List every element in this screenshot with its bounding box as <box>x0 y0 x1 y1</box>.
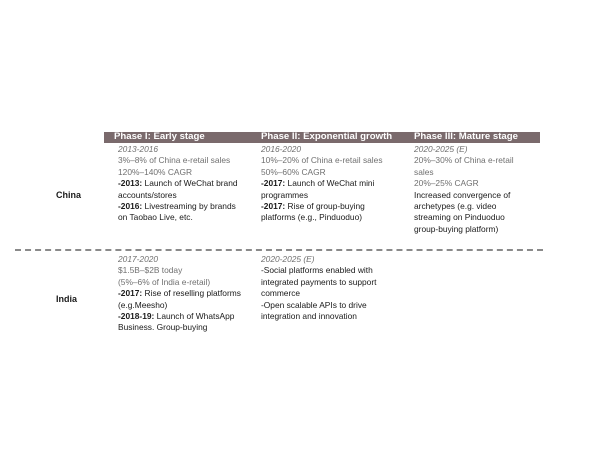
text-line: commerce <box>261 288 301 299</box>
event-2 <box>261 201 383 212</box>
phase-3-header: Phase III: Mature stage <box>414 131 518 142</box>
event-1-cont: (e.g.Meesho) <box>118 299 168 310</box>
event-text: Launch of WeChat brand <box>142 178 238 189</box>
event-year: -2017: <box>118 288 143 299</box>
event-2 <box>118 201 238 212</box>
event-1-cont: accounts/stores <box>118 189 177 200</box>
period: 2016-2020 <box>261 144 302 154</box>
row-label-china: China <box>56 190 82 200</box>
value: $1.5B–$2B today <box>118 265 183 276</box>
period: 2017-2020 <box>118 254 159 264</box>
india-phase-2-cell <box>261 254 376 322</box>
event-1 <box>118 178 238 189</box>
event-year: -2017: <box>261 201 286 212</box>
event-2-cont: platforms (e.g., Pinduoduo) <box>261 212 363 223</box>
event-2 <box>118 311 241 322</box>
period: 2020-2025 (E) <box>414 144 468 154</box>
event-text: Rise of reselling platforms <box>142 288 241 299</box>
event-text: Launch of WhatsApp <box>154 311 235 322</box>
note: streaming on Pinduoduo <box>414 212 505 223</box>
share: 3%–8% of China e-retail sales <box>118 155 231 166</box>
event-year: -2017: <box>261 178 286 189</box>
cagr: 20%–25% CAGR <box>414 178 479 189</box>
event-text: Livestreaming by brands <box>142 201 236 212</box>
share-cont: sales <box>414 166 434 177</box>
event-text: Rise of group-buying <box>285 201 365 212</box>
event-1 <box>118 288 241 299</box>
text-line: integration and innovation <box>261 311 357 322</box>
share: (5%–6% of India e-retail) <box>118 276 211 287</box>
china-phase-3-cell <box>414 144 514 235</box>
china-phase-1-cell <box>118 144 238 224</box>
event-2-cont: Business. Group-buying <box>118 322 208 333</box>
event-1-cont: programmes <box>261 189 309 200</box>
china-phase-2-cell <box>261 144 383 224</box>
share: 20%–30% of China e-retail <box>414 155 514 166</box>
india-phase-1-cell <box>118 254 241 334</box>
phase-1-header: Phase I: Early stage <box>114 131 205 142</box>
text-line: -Open scalable APIs to drive <box>261 299 367 310</box>
event-2-cont: on Taobao Live, etc. <box>118 212 193 223</box>
note: group-buying platform) <box>414 223 499 234</box>
phase-2-header: Phase II: Exponential growth <box>261 131 393 142</box>
note: Increased convergence of <box>414 189 511 200</box>
row-label-india: India <box>56 294 78 304</box>
cagr: 120%–140% CAGR <box>118 166 193 177</box>
event-year: -2018-19: <box>118 311 155 322</box>
period: 2013-2016 <box>118 144 159 154</box>
row-divider <box>15 249 543 251</box>
text-line: integrated payments to support <box>261 276 377 287</box>
text-line: -Social platforms enabled with <box>261 265 373 276</box>
event-year: -2016: <box>118 201 143 212</box>
period: 2020-2025 (E) <box>261 254 315 264</box>
event-year: -2013: <box>118 178 143 189</box>
cagr: 50%–60% CAGR <box>261 166 326 177</box>
note: archetypes (e.g. video <box>414 201 497 212</box>
event-text: Launch of WeChat mini <box>285 178 375 189</box>
share: 10%–20% of China e-retail sales <box>261 155 383 166</box>
event-1 <box>261 178 383 189</box>
